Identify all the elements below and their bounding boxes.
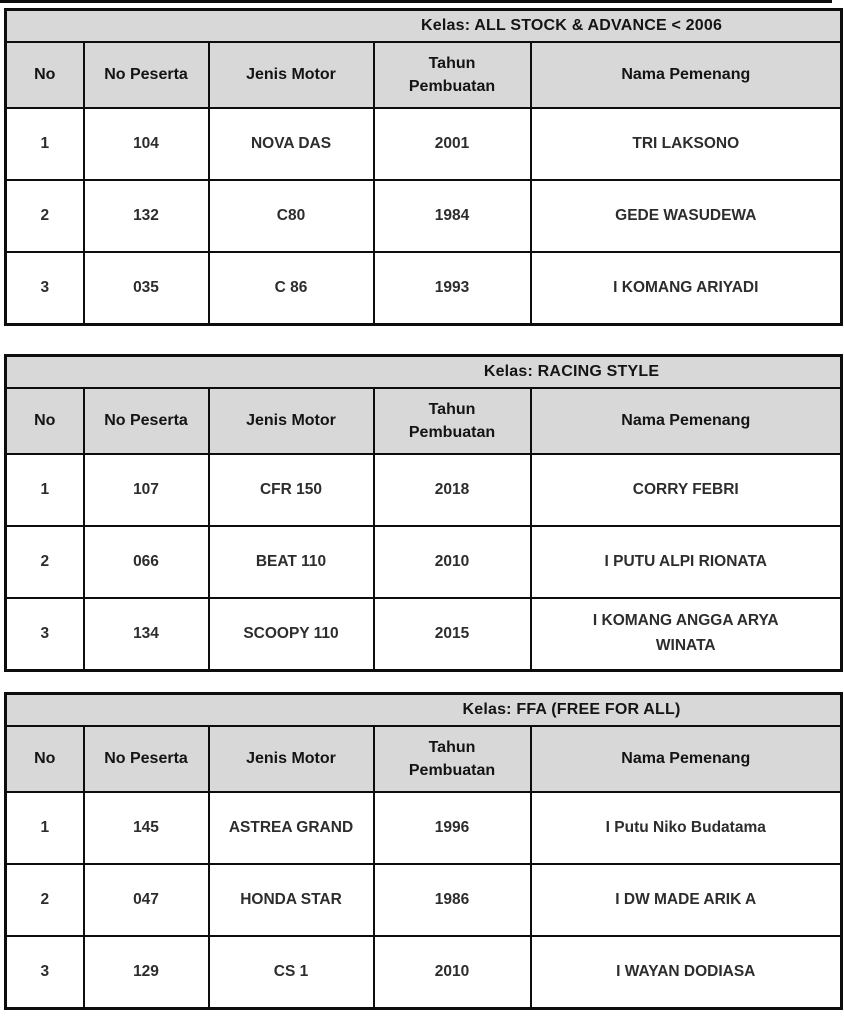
column-header-no-peserta: No Peserta	[84, 726, 209, 792]
cell-nama-pemenang: I PUTU ALPI RIONATA	[531, 526, 842, 598]
cell-jenis-motor: HONDA STAR	[209, 864, 374, 936]
column-header-jenis-motor: Jenis Motor	[209, 42, 374, 108]
cell-nama-pemenang: I KOMANG ARIYADI	[531, 252, 842, 325]
cell-jenis-motor: ASTREA GRAND	[209, 792, 374, 864]
cell-no-peserta: 107	[84, 454, 209, 526]
column-header-nama-pemenang: Nama Pemenang	[531, 726, 842, 792]
cell-tahun-pembuatan: 1986	[374, 864, 531, 936]
cell-nama-pemenang: CORRY FEBRI	[531, 454, 842, 526]
column-header-tahun-pembuatan	[374, 42, 531, 108]
table-title: Kelas: FFA (FREE FOR ALL)	[6, 694, 842, 727]
cell-jenis-motor: CS 1	[209, 936, 374, 1009]
column-header-no: No	[6, 388, 84, 454]
cell-nama-pemenang: I WAYAN DODIASA	[531, 936, 842, 1009]
cell-tahun-pembuatan: 1996	[374, 792, 531, 864]
table-row	[6, 936, 842, 1009]
table-header-row	[6, 726, 842, 792]
cell-no-peserta: 066	[84, 526, 209, 598]
cell-nama-pemenang: I Putu Niko Budatama	[531, 792, 842, 864]
cell-no: 3	[6, 252, 84, 325]
cell-jenis-motor: BEAT 110	[209, 526, 374, 598]
table-title-row	[6, 356, 842, 389]
cell-nama-pemenang: I DW MADE ARIK A	[531, 864, 842, 936]
cell-jenis-motor: C80	[209, 180, 374, 252]
cell-nama-pemenang: TRI LAKSONO	[531, 108, 842, 180]
cell-no-peserta: 047	[84, 864, 209, 936]
cell-no: 2	[6, 180, 84, 252]
column-header-jenis-motor: Jenis Motor	[209, 726, 374, 792]
table-title: Kelas: RACING STYLE	[6, 356, 842, 389]
table-row	[6, 598, 842, 671]
cell-tahun-pembuatan: 1993	[374, 252, 531, 325]
cell-nama-pemenang: I KOMANG ANGGA ARYA WINATA	[531, 598, 842, 671]
cell-no-peserta: 145	[84, 792, 209, 864]
table-spacer	[0, 672, 844, 692]
cell-no-peserta: 035	[84, 252, 209, 325]
results-table-all-stock	[4, 8, 843, 326]
column-header-tahun-pembuatan	[374, 726, 531, 792]
column-header-tahun-pembuatan	[374, 388, 531, 454]
cell-jenis-motor: SCOOPY 110	[209, 598, 374, 671]
results-table-racing-style	[4, 354, 843, 672]
column-header-no-peserta: No Peserta	[84, 388, 209, 454]
column-header-tahun-label: Tahun Pembuatan	[408, 400, 496, 441]
column-header-jenis-motor: Jenis Motor	[209, 388, 374, 454]
table-header-row	[6, 42, 842, 108]
cell-tahun-pembuatan: 2010	[374, 936, 531, 1009]
cell-jenis-motor: C 86	[209, 252, 374, 325]
cell-no: 1	[6, 108, 84, 180]
table-row	[6, 864, 842, 936]
table-title: Kelas: ALL STOCK & ADVANCE < 2006	[6, 10, 842, 43]
cell-no-peserta: 132	[84, 180, 209, 252]
cell-no: 2	[6, 526, 84, 598]
cell-no: 3	[6, 936, 84, 1009]
column-header-nama-pemenang: Nama Pemenang	[531, 388, 842, 454]
column-header-no: No	[6, 726, 84, 792]
column-header-no: No	[6, 42, 84, 108]
cell-no-peserta: 129	[84, 936, 209, 1009]
cell-no: 3	[6, 598, 84, 671]
cell-tahun-pembuatan: 2018	[374, 454, 531, 526]
results-table-ffa	[4, 692, 843, 1010]
table-row	[6, 454, 842, 526]
table-title-row	[6, 10, 842, 43]
cell-jenis-motor: CFR 150	[209, 454, 374, 526]
column-header-tahun-label: Tahun Pembuatan	[408, 738, 496, 779]
cell-no-peserta: 104	[84, 108, 209, 180]
table-row	[6, 108, 842, 180]
table-row	[6, 180, 842, 252]
column-header-no-peserta: No Peserta	[84, 42, 209, 108]
cell-tahun-pembuatan: 2015	[374, 598, 531, 671]
table-row	[6, 526, 842, 598]
table-spacer	[0, 326, 844, 354]
cell-tahun-pembuatan: 2001	[374, 108, 531, 180]
table-row	[6, 252, 842, 325]
column-header-nama-pemenang: Nama Pemenang	[531, 42, 842, 108]
cell-no: 2	[6, 864, 84, 936]
cell-jenis-motor: NOVA DAS	[209, 108, 374, 180]
cell-nama-pemenang: GEDE WASUDEWA	[531, 180, 842, 252]
cell-no: 1	[6, 792, 84, 864]
cell-no: 1	[6, 454, 84, 526]
cropped-table-edge	[0, 0, 832, 3]
cell-tahun-pembuatan: 1984	[374, 180, 531, 252]
table-header-row	[6, 388, 842, 454]
column-header-tahun-label: Tahun Pembuatan	[408, 54, 496, 95]
table-row	[6, 792, 842, 864]
table-title-row	[6, 694, 842, 727]
cell-tahun-pembuatan: 2010	[374, 526, 531, 598]
cell-no-peserta: 134	[84, 598, 209, 671]
